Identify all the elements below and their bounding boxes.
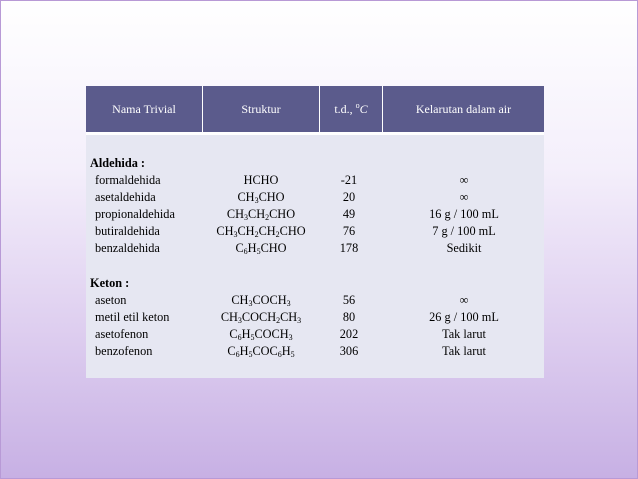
- formula-part: COC: [252, 344, 278, 358]
- formula-part: C: [229, 327, 238, 341]
- header-name: Nama Trivial: [112, 102, 176, 116]
- solubility: Sedikit: [446, 241, 482, 255]
- boiling-point: 80: [342, 310, 356, 324]
- formula-subscript: 2: [254, 230, 259, 239]
- compound-structure: [206, 309, 316, 326]
- compound-structure: [206, 240, 316, 257]
- formula-subscript: 5: [248, 350, 253, 359]
- formula-part: CHO: [260, 241, 287, 255]
- header-struct: Struktur: [241, 102, 281, 116]
- formula-subscript: 3: [286, 299, 291, 308]
- compound-structure: [206, 223, 316, 240]
- formula-part: COCH: [241, 310, 277, 324]
- formula-subscript: 2: [265, 213, 270, 222]
- compound-name: butiraldehida: [95, 224, 160, 238]
- formula-subscript: 5: [290, 350, 295, 359]
- formula-part: CH: [237, 190, 255, 204]
- formula-subscript: 3: [288, 333, 293, 342]
- formula-part: CHO: [258, 190, 285, 204]
- solubility: 16 g / 100 mL: [429, 207, 499, 221]
- table-header: [86, 86, 544, 135]
- formula-subscript: 5: [256, 247, 261, 256]
- formula-subscript: 3: [244, 213, 249, 222]
- formula-part: COCH: [252, 293, 287, 307]
- formula-part: CH: [216, 224, 234, 238]
- formula-subscript: 3: [233, 230, 238, 239]
- boiling-point: 178: [339, 241, 359, 255]
- solubility: ∞: [459, 190, 469, 204]
- formula-part: CH: [226, 207, 245, 221]
- header-bp-prefix: t.d.,: [334, 102, 353, 116]
- formula-part: CH: [258, 224, 276, 238]
- formula-part: C: [235, 241, 244, 255]
- compound-name: benzofenon: [95, 344, 153, 358]
- formula-subscript: 3: [248, 299, 253, 308]
- formula-subscript: 5: [250, 333, 255, 342]
- formula-part: HCHO: [243, 173, 279, 187]
- formula-subscript: 6: [237, 333, 242, 342]
- header-bp-unit: C: [359, 102, 368, 116]
- boiling-point: 202: [339, 327, 359, 341]
- compound-name: formaldehida: [95, 173, 161, 187]
- boiling-point: 306: [339, 344, 359, 358]
- solubility: ∞: [459, 173, 469, 187]
- formula-part: CH: [280, 310, 298, 324]
- header-bp: [320, 86, 382, 132]
- formula-part: CH: [231, 293, 249, 307]
- formula-part: H: [281, 344, 291, 358]
- group-label: Aldehida :: [90, 156, 146, 170]
- compound-structure: [206, 206, 316, 223]
- formula-part: CH: [237, 224, 255, 238]
- solubility: 26 g / 100 mL: [429, 310, 499, 324]
- boiling-point: 49: [342, 207, 356, 221]
- formula-part: CH: [248, 207, 266, 221]
- group-label: Keton :: [90, 276, 130, 290]
- compound-structure: [206, 189, 316, 206]
- formula-part: H: [241, 327, 251, 341]
- boiling-point: -21: [340, 173, 358, 187]
- table-body: [86, 135, 544, 378]
- formula-subscript: 2: [276, 316, 281, 325]
- formula-subscript: 2: [275, 230, 280, 239]
- data-table: [86, 86, 544, 378]
- formula-part: CHO: [269, 207, 296, 221]
- compound-name: asetaldehida: [95, 190, 156, 204]
- formula-part: H: [239, 344, 249, 358]
- formula-part: CH: [220, 310, 238, 324]
- boiling-point: 76: [342, 224, 356, 238]
- compound-structure: [206, 292, 316, 309]
- solubility: ∞: [459, 293, 469, 307]
- formula-subscript: 6: [235, 350, 240, 359]
- compound-structure: [206, 172, 316, 189]
- compound-name: benzaldehida: [95, 241, 160, 255]
- compound-structure: [206, 326, 316, 343]
- boiling-point: 20: [342, 190, 356, 204]
- formula-part: COCH: [254, 327, 289, 341]
- boiling-point: 56: [342, 293, 356, 307]
- solubility: Tak larut: [442, 344, 486, 358]
- formula-subscript: 6: [243, 247, 248, 256]
- formula-subscript: 3: [297, 316, 302, 325]
- formula-part: C: [227, 344, 236, 358]
- header-bp-degree: o: [355, 101, 360, 110]
- formula-part: H: [247, 241, 257, 255]
- compound-name: metil etil keton: [95, 310, 170, 324]
- solubility: 7 g / 100 mL: [432, 224, 496, 238]
- compound-name: propionaldehida: [95, 207, 175, 221]
- solubility: Tak larut: [442, 327, 486, 341]
- formula-subscript: 3: [237, 316, 242, 325]
- formula-part: CHO: [279, 224, 306, 238]
- header-solubility: Kelarutan dalam air: [415, 102, 512, 116]
- formula-subscript: 3: [254, 196, 259, 205]
- compound-structure: [206, 343, 316, 360]
- compound-name: aseton: [95, 293, 127, 307]
- formula-subscript: 6: [277, 350, 282, 359]
- compound-name: asetofenon: [95, 327, 149, 341]
